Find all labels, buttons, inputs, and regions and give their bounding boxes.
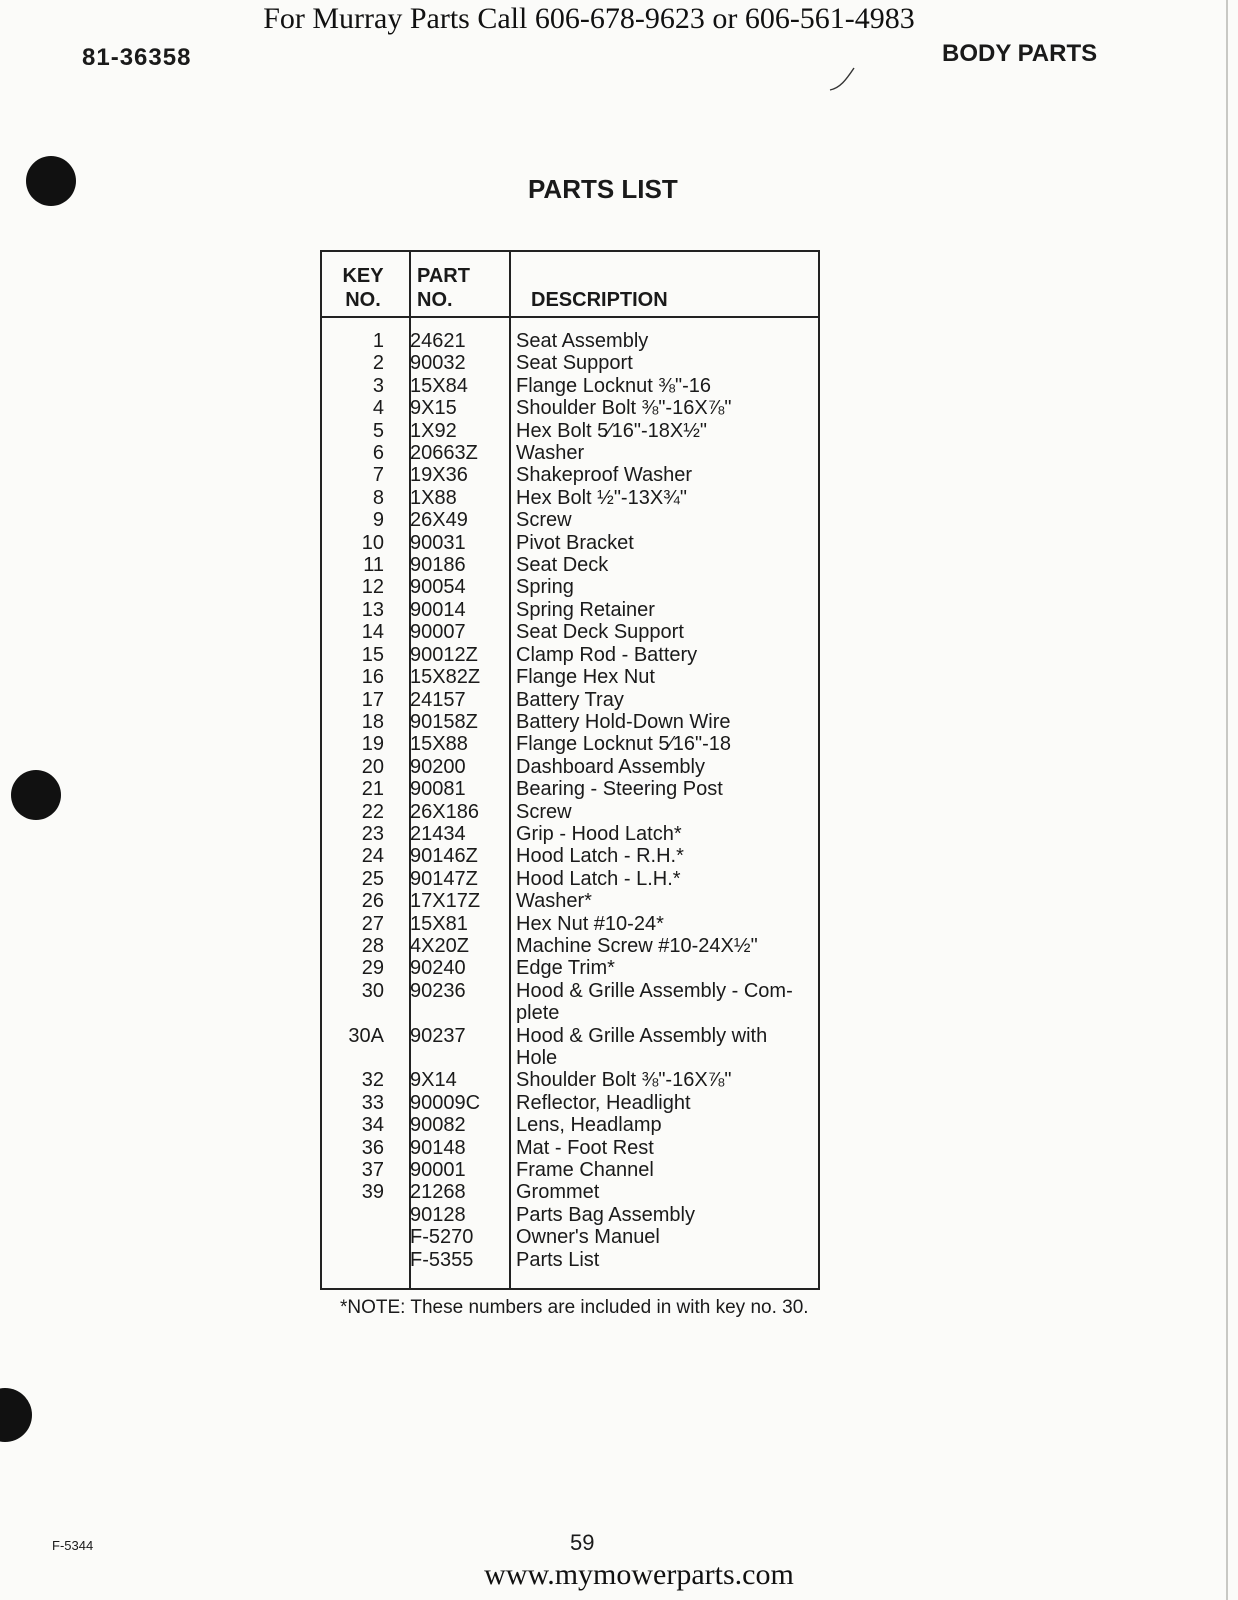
pen-mark-icon [828, 64, 858, 94]
part-cell: 90009C [410, 1091, 481, 1114]
part-cell: 90031 [410, 531, 466, 554]
website-url: www.mymowerparts.com [484, 1558, 794, 1591]
description-cell: Dashboard Assembly [516, 755, 705, 778]
part-cell: 90054 [410, 576, 466, 599]
key-cell: 7 [372, 464, 384, 487]
description-cell: Hood Latch - L.H.* [516, 867, 681, 890]
part-cell: 90147Z [410, 867, 478, 890]
table-row [322, 666, 818, 688]
table-row [322, 1181, 818, 1203]
page-edge [1226, 0, 1228, 1600]
table-body [322, 330, 818, 1271]
description-cell: Flange Hex Nut [516, 666, 655, 689]
part-cell: 90032 [410, 352, 466, 375]
part-cell: 15X84 [410, 374, 468, 397]
table-row [322, 621, 818, 643]
description-cell: Battery Hold-Down Wire [516, 710, 731, 733]
description-cell: Spring [516, 576, 574, 599]
key-cell: 26 [361, 890, 384, 913]
key-cell: 22 [361, 800, 384, 823]
part-cell: 90012Z [410, 643, 478, 666]
description-cell: Reflector, Headlight [516, 1091, 691, 1114]
part-cell: 26X186 [410, 800, 479, 823]
description-cell: Seat Support [516, 352, 633, 375]
description-cell: Lens, Headlamp [516, 1114, 662, 1137]
part-cell: 9X15 [410, 397, 457, 420]
part-cell: F-5270 [410, 1226, 474, 1249]
table-row [322, 442, 818, 464]
description-cell: Washer [516, 442, 585, 465]
description-cell: Flange Locknut ⅜"-16 [516, 374, 711, 397]
part-cell: 90237 [410, 1024, 466, 1047]
table-row [322, 980, 818, 1025]
description-cell: Hood & Grille Assembly - Com-plete [516, 979, 793, 1025]
table-row [322, 1092, 818, 1114]
description-cell: Seat Deck [516, 554, 609, 577]
part-cell: 90148 [410, 1136, 466, 1159]
description-cell: Bearing - Steering Post [516, 778, 723, 801]
table-row [322, 420, 818, 442]
key-cell: 9 [372, 509, 384, 532]
table-row [322, 330, 818, 352]
part-cell: 90146Z [410, 845, 478, 868]
part-cell: F-5355 [410, 1248, 474, 1271]
part-cell: 4X20Z [410, 934, 469, 957]
key-cell: 29 [361, 957, 384, 980]
part-cell: 90081 [410, 778, 466, 801]
header-part-no: PART NO. [417, 265, 470, 311]
table-row [322, 957, 818, 979]
parts-table [320, 250, 820, 1290]
key-cell: 8 [372, 486, 384, 509]
table-row [322, 487, 818, 509]
description-cell: Hex Nut #10-24* [516, 912, 664, 935]
part-cell: 90186 [410, 554, 466, 577]
description-cell: Shoulder Bolt ⅜"-16X⅞" [516, 397, 732, 420]
table-row [322, 778, 818, 800]
description-cell: Machine Screw #10-24X½" [516, 934, 758, 957]
page-title: PARTS LIST [528, 174, 678, 204]
part-cell: 24157 [410, 688, 466, 711]
table-row [322, 756, 818, 778]
key-cell: 5 [372, 419, 384, 442]
description-cell: Owner's Manuel [516, 1226, 660, 1249]
key-cell: 15 [361, 643, 384, 666]
description-cell: Parts List [516, 1248, 600, 1271]
description-cell: Mat - Foot Rest [516, 1136, 654, 1159]
header-key-no: KEY NO. [342, 265, 384, 311]
description-cell: Screw [516, 800, 572, 823]
part-cell: 15X88 [410, 733, 468, 756]
part-cell: 90007 [410, 621, 466, 644]
part-cell: 20663Z [410, 442, 478, 465]
table-row [322, 1025, 818, 1070]
table-row [322, 352, 818, 374]
key-cell: 17 [361, 688, 384, 711]
table-row [322, 689, 818, 711]
part-cell: 19X36 [410, 464, 468, 487]
table-row [322, 509, 818, 531]
section-title: BODY PARTS [942, 40, 1098, 67]
description-cell: Screw [516, 509, 572, 532]
part-cell: 17X17Z [410, 890, 481, 913]
key-cell: 14 [361, 621, 384, 644]
form-code: F-5344 [52, 1538, 94, 1553]
table-row [322, 532, 818, 554]
description-cell: Grommet [516, 1181, 600, 1204]
part-cell: 21268 [410, 1181, 466, 1204]
description-cell: Grip - Hood Latch* [516, 822, 682, 845]
description-cell: Hood Latch - R.H.* [516, 845, 684, 868]
table-row [322, 1204, 818, 1226]
part-cell: 90236 [410, 979, 466, 1002]
table-row [322, 711, 818, 733]
table-row [322, 1159, 818, 1181]
part-cell: 24621 [410, 330, 466, 352]
table-row [322, 397, 818, 419]
key-cell: 37 [361, 1159, 384, 1182]
part-cell: 15X82Z [410, 666, 481, 689]
document-number: 81-36358 [82, 44, 192, 71]
key-cell: 30A [348, 1024, 384, 1047]
table-row [322, 913, 818, 935]
table-row [322, 375, 818, 397]
header-divider [322, 316, 818, 318]
table-row [322, 868, 818, 890]
key-cell: 21 [361, 778, 384, 801]
key-cell: 2 [372, 352, 384, 375]
description-cell: Battery Tray [516, 688, 624, 711]
table-row [322, 464, 818, 486]
part-cell: 90128 [410, 1203, 466, 1226]
description-cell: Spring Retainer [516, 598, 655, 621]
key-cell: 12 [361, 576, 384, 599]
table-row [322, 599, 818, 621]
description-cell: Washer* [516, 890, 592, 913]
key-cell: 6 [372, 442, 384, 465]
key-cell: 36 [361, 1136, 384, 1159]
table-row [322, 576, 818, 598]
description-cell: Shakeproof Washer [516, 464, 693, 487]
key-cell: 13 [361, 598, 384, 621]
description-cell: Hex Bolt 5⁄16"-18X½" [516, 419, 707, 442]
key-cell: 19 [361, 733, 384, 756]
table-row [322, 935, 818, 957]
table-row [322, 1226, 818, 1248]
part-cell: 26X49 [410, 509, 468, 532]
key-cell: 11 [363, 554, 384, 577]
part-cell: 90200 [410, 755, 466, 778]
description-cell: Flange Locknut 5⁄16"-18 [516, 733, 732, 756]
key-cell: 4 [372, 397, 384, 420]
key-cell: 25 [361, 867, 384, 890]
description-cell: Frame Channel [516, 1159, 654, 1182]
key-cell: 24 [361, 845, 384, 868]
description-cell: Seat Deck Support [516, 621, 684, 644]
table-row [322, 1249, 818, 1271]
binder-hole-icon [26, 156, 76, 206]
key-cell: 20 [361, 755, 384, 778]
part-cell: 9X14 [410, 1069, 457, 1092]
key-cell: 16 [361, 666, 384, 689]
description-cell: Pivot Bracket [516, 531, 634, 554]
key-cell: 18 [361, 710, 384, 733]
key-cell: 33 [361, 1091, 384, 1114]
key-cell: 27 [361, 912, 384, 935]
part-cell: 90014 [410, 598, 466, 621]
key-cell: 1 [372, 330, 384, 352]
table-row [322, 1114, 818, 1136]
table-row [322, 1137, 818, 1159]
key-cell: 10 [361, 531, 384, 554]
key-cell: 28 [361, 934, 384, 957]
key-cell: 32 [361, 1069, 384, 1092]
part-cell: 90158Z [410, 710, 478, 733]
table-row [322, 801, 818, 823]
description-cell: Shoulder Bolt ⅜"-16X⅞" [516, 1069, 732, 1092]
key-cell: 34 [361, 1114, 384, 1137]
table-row [322, 644, 818, 666]
table-row [322, 733, 818, 755]
table-row [322, 823, 818, 845]
page-number: 59 [570, 1530, 595, 1555]
part-cell: 15X81 [410, 912, 468, 935]
description-cell: Clamp Rod - Battery [516, 643, 698, 666]
part-cell: 21434 [410, 822, 466, 845]
part-cell: 90082 [410, 1114, 466, 1137]
table-row [322, 554, 818, 576]
part-cell: 90240 [410, 957, 466, 980]
key-cell: 30 [361, 979, 384, 1002]
binder-hole-icon [11, 770, 61, 820]
dealer-phone-banner: For Murray Parts Call 606-678-9623 or 606-561-4983 [263, 2, 915, 35]
table-row [322, 1069, 818, 1091]
key-cell: 39 [361, 1181, 384, 1204]
description-cell: Edge Trim* [516, 957, 615, 980]
part-cell: 1X88 [410, 486, 457, 509]
description-cell: Hex Bolt ½"-13X¾" [516, 486, 687, 509]
key-cell: 23 [361, 822, 384, 845]
description-cell: Parts Bag Assembly [516, 1203, 695, 1226]
description-cell: Hood & Grille Assembly with Hole [516, 1024, 768, 1069]
table-row [322, 890, 818, 912]
part-cell: 1X92 [410, 419, 457, 442]
footnote: *NOTE: These numbers are included in with key no. 30. [340, 1297, 809, 1318]
header-description: DESCRIPTION [531, 289, 668, 311]
part-cell: 90001 [410, 1159, 466, 1182]
table-row [322, 845, 818, 867]
key-cell: 3 [372, 374, 384, 397]
binder-hole-icon [0, 1388, 32, 1442]
description-cell: Seat Assembly [516, 330, 649, 352]
